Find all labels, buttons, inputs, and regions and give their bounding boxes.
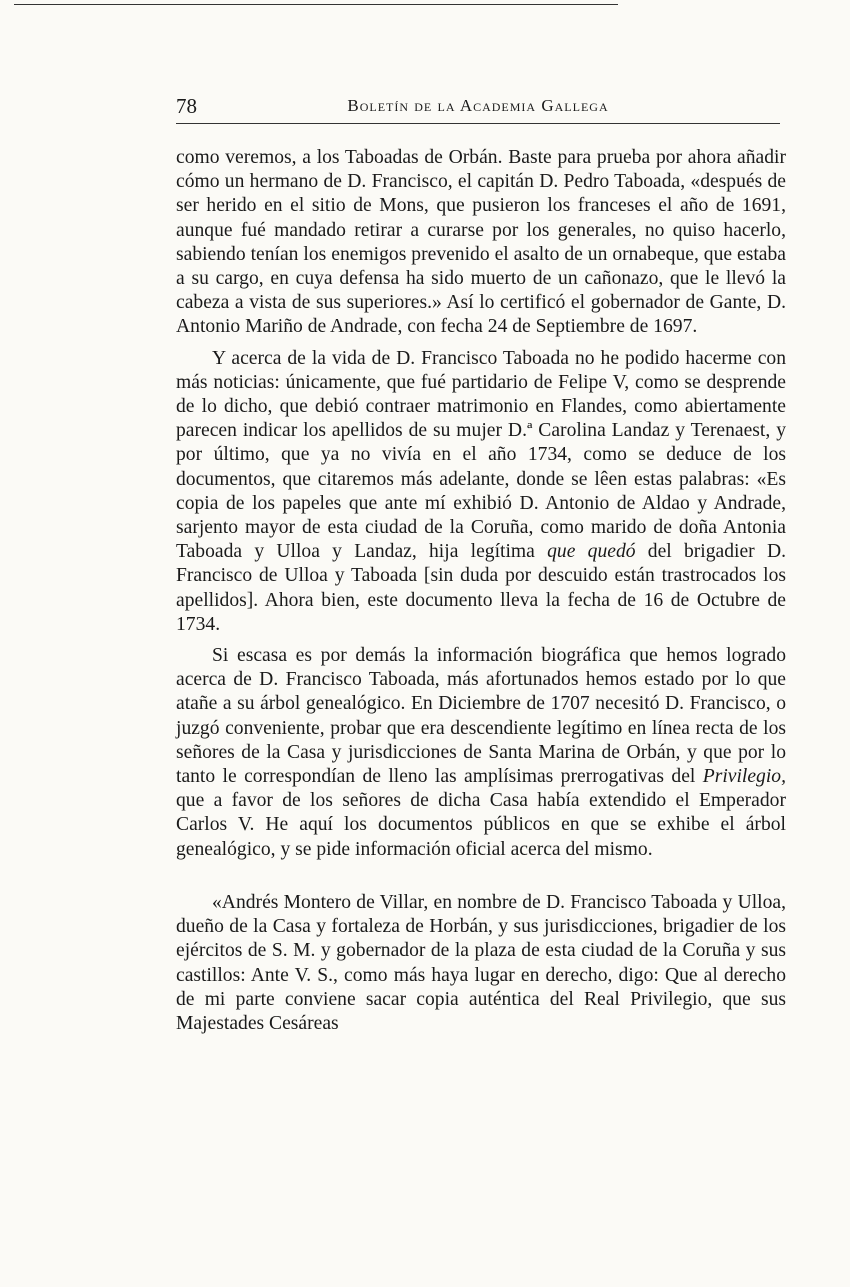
paragraph-4: «Andrés Montero de Villar, en nombre de D. Francisco Taboada y Ulloa, dueño de la Casa y fortaleza de Horbán, y sus jurisdicciones, brigadier de los ejércitos de S. M. y gobernador de la plaza de esta ciudad de la Coruña y sus castillos: Ante V. S., como más haya lugar en derecho, digo: Que al derecho de mi parte conviene sacar copia auténtica del Real Privilegio, que sus Majestades Cesáreas xyxy=(176,891,786,1034)
paragraph-1: como veremos, a los Taboadas de Orbán. Baste para prueba por ahora añadir cómo un hermano de D. Francisco, el capitán D. Pedro Taboada, «después de ser herido en el sitio de Mons, que pusieron los franceses el año de 1691, aunque fué mandado retirar a curarse por los generales, no quiso hacerlo, sabiendo tenían los enemigos prevenido el asalto de un ornabeque, que estaba a su cargo, en cuya defensa ha sido muerto de un cañonazo, que le llevó la cabeza a vista de sus superiores.» Así lo certificó el gobernador de Gante, D. Antonio Mariño de Andrade, con fecha 24 de Septiembre de 1697. xyxy=(176,147,786,338)
body-text xyxy=(176,146,786,1043)
paragraph-3: Si escasa es por demás la información biográfica que hemos logrado acerca de D. Francisco Taboada, más afortunados hemos estado por lo que atañe a su árbol genealógico. En Diciembre de 1707 necesitó D. Francisco, o juzgó conveniente, probar que era descendiente legítimo en línea recta de los señores de la Casa y jurisdicciones de Santa Marina de Orbán, y que por lo tanto le correspondían de lleno las amplísimas prerrogativas del Privilegio, que a favor de los señores de dicha Casa había extendido el Emperador Carlos V. He aquí los documentos públicos en que se exhibe el árbol genealógico, y se pide información oficial acerca del mismo. xyxy=(176,645,786,860)
page-number: 78 xyxy=(176,94,197,118)
running-title: Boletín de la Academia Gallega xyxy=(347,96,609,115)
page-header xyxy=(176,94,780,120)
header-rule xyxy=(176,123,780,124)
paragraph-2: Y acerca de la vida de D. Francisco Taboada no he podido hacerme con más noticias: únicamente, que fué partidario de Felipe V, como se desprende de lo dicho, que debió contraer matrimonio en Flandes, como abiertamente parecen indicar los apellidos de su mujer D.ª Carolina Landaz y Terenaest, y por último, que ya no vivía en el año 1734, como se deduce de los documentos, que citaremos más adelante, donde se lêen estas palabras: «Es copia de los papeles que ante mí exhibió D. Antonio de Aldao y Andrade, sarjento mayor de esta ciudad de la Coruña, como marido de doña Antonia Taboada y Ulloa y Landaz, hija legítima que quedó del brigadier D. Francisco de Ulloa y Taboada [sin duda por descuido están trastrocados los apellidos]. Ahora bien, este documento lleva la fecha de 16 de Octubre de 1734. xyxy=(176,347,787,635)
top-rule xyxy=(14,4,618,5)
section-gap xyxy=(176,869,786,891)
